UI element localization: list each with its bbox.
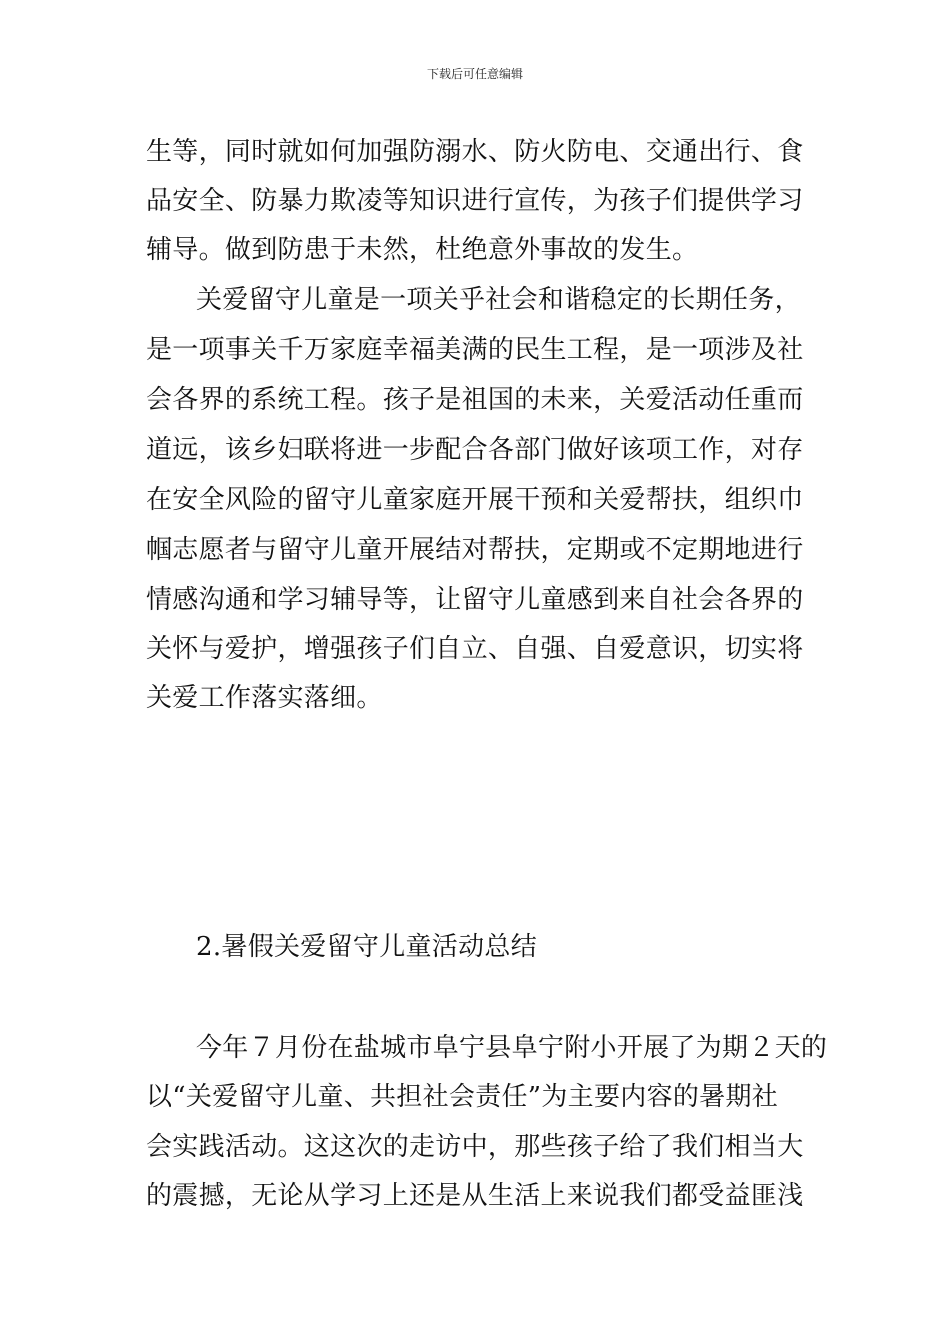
paragraph-1-line-2: 品安全、防暴力欺凌等知识进行宣传，为孩子们提供学习 [146,186,804,216]
paragraph-3-line-2: 以“关爱留守儿童、共担社会责任”为主要内容的暑期社 [146,1082,779,1112]
paragraph-3-line-3: 会实践活动。这这次的走访中，那些孩子给了我们相当大 [146,1132,804,1162]
paragraph-2-line-9: 关爱工作落实落细。 [146,683,383,713]
paragraph-2-line-3: 会各界的系统工程。孩子是祖国的未来，关爱活动任重而 [146,385,804,415]
paragraph-1-line-1: 生等，同时就如何加强防溺水、防火防电、交通出行、食 [146,137,804,167]
paragraph-2-line-7: 情感沟通和学习辅导等，让留守儿童感到来自社会各界的 [146,585,804,615]
paragraph-1-line-3: 辅导。做到防患于未然，杜绝意外事故的发生。 [146,235,699,265]
paragraph-2-line-6: 帼志愿者与留守儿童开展结对帮扶，定期或不定期地进行 [146,535,804,565]
section-heading: 2.暑假关爱留守儿童活动总结 [196,932,538,962]
paragraph-2-line-4: 道远，该乡妇联将进一步配合各部门做好该项工作，对存 [146,435,804,465]
paragraph-2-line-5: 在安全风险的留守儿童家庭开展干预和关爱帮扶，组织巾 [146,485,804,515]
paragraph-2-line-8: 关怀与爱护，增强孩子们自立、自强、自爱意识，切实将 [146,634,804,664]
paragraph-2-line-2: 是一项事关千万家庭幸福美满的民生工程，是一项涉及社 [146,335,804,365]
paragraph-3-line-1: 今年７月份在盐城市阜宁县阜宁附小开展了为期２天的 [196,1033,828,1063]
paragraph-2-line-1: 关爱留守儿童是一项关乎社会和谐稳定的长期任务， [196,285,801,315]
header-note: 下载后可任意编辑 [426,67,523,81]
paragraph-3-line-4: 的震撼，无论从学习上还是从生活上来说我们都受益匪浅 [146,1181,804,1211]
